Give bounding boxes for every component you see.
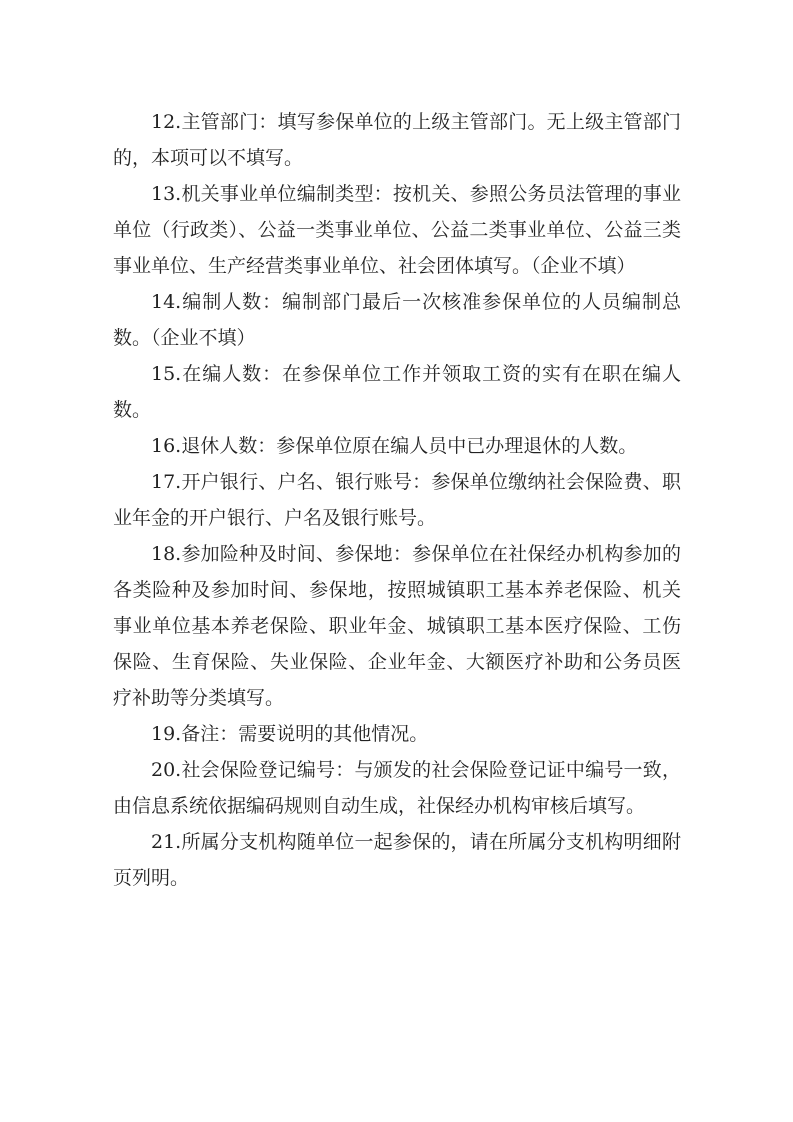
instruction-item-18: 18.参加险种及时间、参保地：参保单位在社保经办机构参加的各类险种及参加时间、参保地，按照城镇职工基本养老保险、机关事业单位基本养老保险、职业年金、城镇职工基本医疗保险、工伤保险、生育保险、失业保险、企业年金、大额医疗补助和公务员医疗补助等分类填写。 bbox=[113, 543, 681, 709]
instruction-item-20: 20.社会保险登记编号：与颁发的社会保险登记证中编号一致，由信息系统依据编码规则自动生成，社保经办机构审核后填写。 bbox=[113, 759, 681, 817]
instruction-item-16: 16.退休人数：参保单位原在编人员中已办理退休的人数。 bbox=[151, 435, 638, 457]
instruction-item-17: 17.开户银行、户名、银行账号：参保单位缴纳社会保险费、职业年金的开户银行、户名及银行账号。 bbox=[113, 471, 681, 529]
instruction-item-21: 21.所属分支机构随单位一起参保的，请在所属分支机构明细附页列明。 bbox=[113, 831, 681, 889]
instruction-item-14: 14.编制人数：编制部门最后一次核准参保单位的人员编制总数。（企业不填） bbox=[113, 291, 681, 349]
instructions-body bbox=[113, 104, 681, 896]
instruction-item-15: 15.在编人数：在参保单位工作并领取工资的实有在职在编人数。 bbox=[113, 363, 681, 421]
instruction-item-12: 12.主管部门：填写参保单位的上级主管部门。无上级主管部门的，本项可以不填写。 bbox=[113, 111, 681, 169]
instruction-item-13: 13.机关事业单位编制类型：按机关、参照公务员法管理的事业单位（行政类）、公益一类事业单位、公益二类事业单位、公益三类事业单位、生产经营类事业单位、社会团体填写。（企业不填） bbox=[113, 183, 681, 277]
instruction-item-19: 19.备注：需要说明的其他情况。 bbox=[151, 723, 429, 745]
